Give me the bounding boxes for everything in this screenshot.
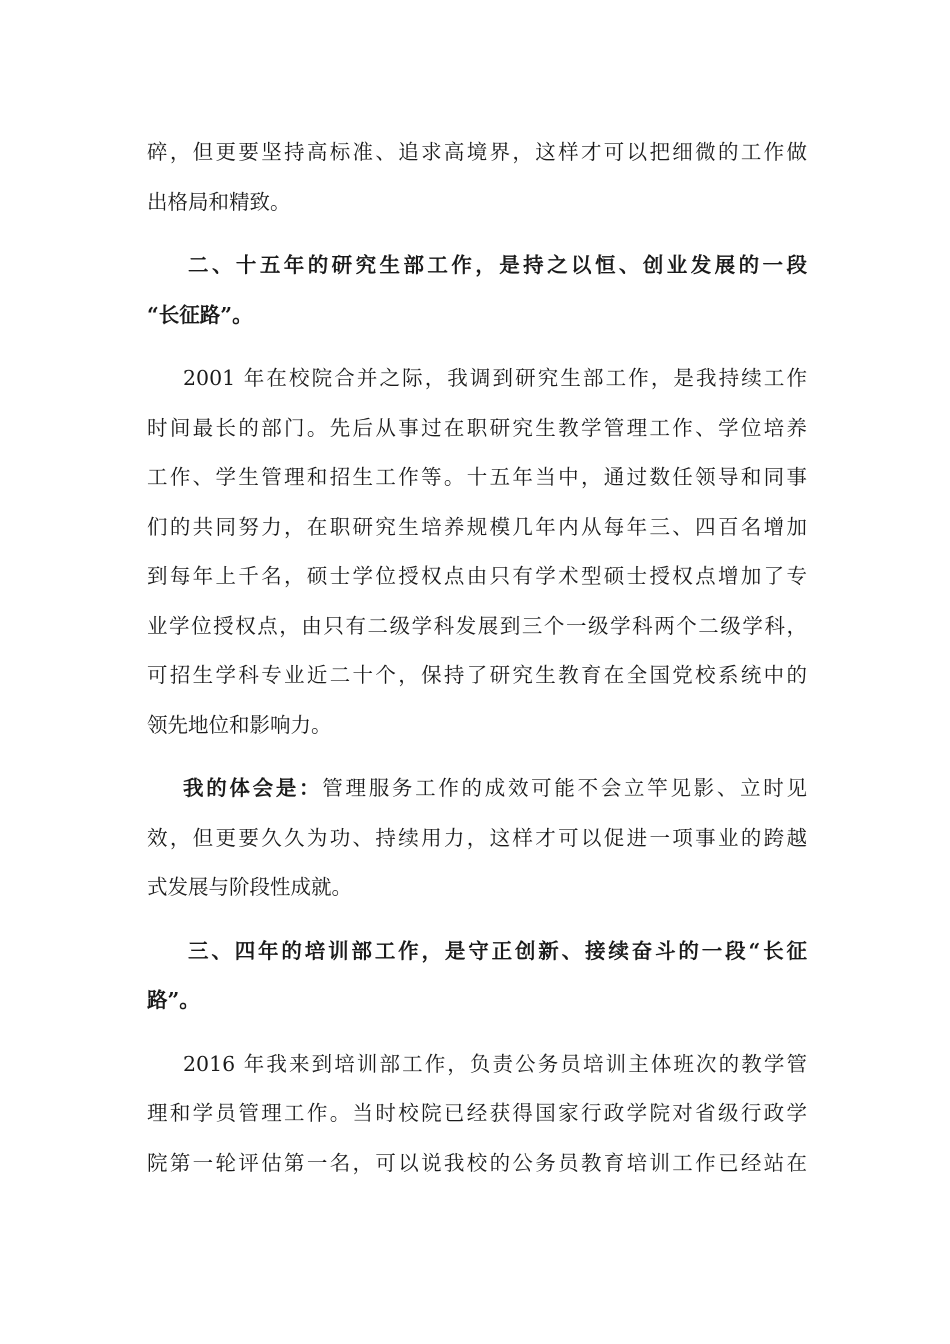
heading-line: “长征路”。 (147, 302, 253, 327)
text-line: 工作、学生管理和招生工作等。十五年当中，通过数任领导和同事 (147, 465, 807, 489)
text-line (147, 764, 807, 814)
insight-lead: 我的体会是： (183, 776, 323, 800)
insight-text: 管理服务工作的成效可能不会立竿见影、立时见 (322, 776, 808, 800)
text-line: 式发展与阶段性成就。 (147, 875, 352, 899)
heading-line: 二、十五年的研究生部工作，是持之以恒、创业发展的一段 (188, 253, 807, 277)
text-line: 效，但更要久久为功、持续用力，这样才可以促进一项事业的跨越 (147, 825, 807, 850)
text-line: 院第一轮评估第一名，可以说我校的公务员教育培训工作已经站在 (147, 1150, 807, 1175)
text-line: 2016 年我来到培训部工作，负责公务员培训主体班次的教学管 (183, 1051, 807, 1076)
text-line: 2001 年在校院合并之际，我调到研究生部工作，是我持续工作 (183, 366, 807, 390)
heading-line: 三、四年的培训部工作，是守正创新、接续奋斗的一段“长征 (188, 938, 807, 963)
document-page (147, 128, 807, 1188)
text-line: 到每年上千名，硕士学位授权点由只有学术型硕士授权点增加了专 (147, 564, 807, 588)
body-paragraph (147, 128, 807, 227)
section-heading (147, 927, 807, 1026)
text-line: 领先地位和影响力。 (147, 712, 332, 737)
text-line: 业学位授权点，由只有二级学科发展到三个一级学科两个二级学科， (147, 613, 807, 638)
text-line: 碎，但更要坚持高标准、追求高境界，这样才可以把细微的工作做 (147, 140, 807, 164)
insight-paragraph (147, 764, 807, 913)
text-line: 可招生学科专业近二十个，保持了研究生教育在全国党校系统中的 (147, 663, 807, 687)
body-paragraph (147, 354, 807, 750)
body-paragraph (147, 1040, 807, 1189)
heading-line: 路”。 (147, 988, 200, 1012)
text-line: 时间最长的部门。先后从事过在职研究生教学管理工作、学位培养 (147, 415, 807, 440)
text-line: 理和学员管理工作。当时校院已经获得国家行政学院对省级行政学 (147, 1101, 807, 1125)
text-line: 们的共同努力，在职研究生培养规模几年内从每年三、四百名增加 (147, 514, 807, 539)
section-heading (147, 241, 807, 340)
text-line: 出格局和精致。 (147, 189, 291, 214)
